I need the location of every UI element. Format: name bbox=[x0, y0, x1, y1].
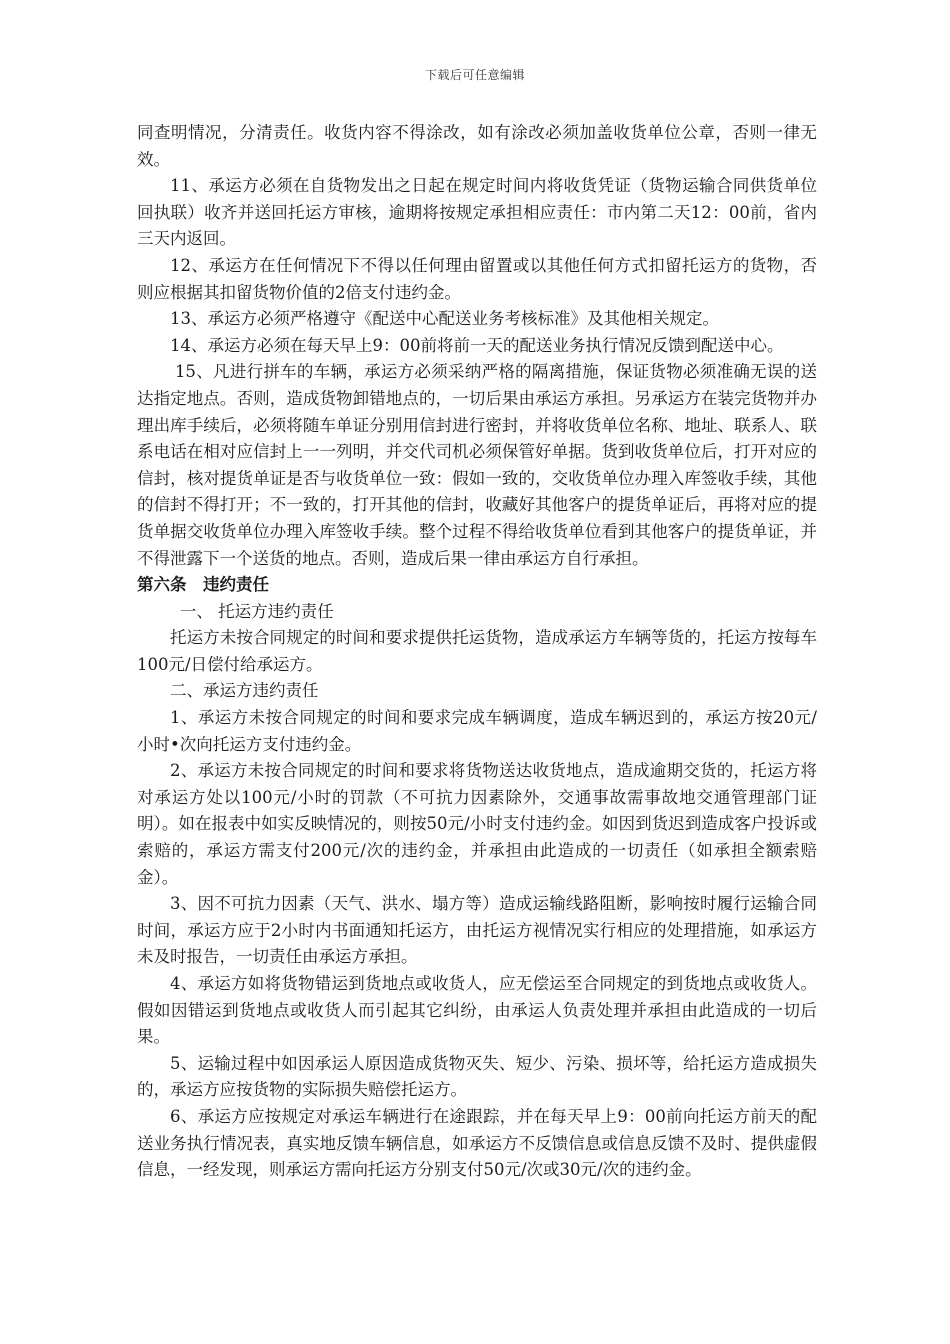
paragraph-clause-15: 15、凡进行拼车的车辆，承运方必须采纳严格的隔离措施，保证货物必须准确无误的送达指定地点。否则，造成货物卸错地点的，一切后果由承运方承担。另承运方在装完货物并办理出库手续后，必须将随车单证分别用信封进行密封，并将收货单位名称、地址、联系人、联系电话在相对应信封上一一列明，并交代司机必须保管好单据。货到收货单位后，打开对应的信封，核对提货单证是否与收货单位一致：假如一致的，交收货单位办理入库签收手续，其他的信封不得打开；不一致的，打开其他的信封，收藏好其他客户的提货单证后，再将对应的提货单据交收货单位办理入库签收手续。整个过程不得给收货单位看到其他客户的提货单证，并不得泄露下一个送货的地点。否则，造成后果一律由承运方自行承担。 bbox=[137, 362, 817, 568]
paragraph-consignor-liability: 托运方未按合同规定的时间和要求提供托运货物，造成承运方车辆等货的，托运方按每车100元/日偿付给承运方。 bbox=[137, 628, 817, 674]
paragraph-carrier-item-5: 5、运输过程中如因承运人原因造成货物灭失、短少、污染、损坏等，给托运方造成损失的，承运方应按货物的实际损失赔偿托运方。 bbox=[137, 1053, 817, 1100]
subheading-carrier-liability: 二、承运方违约责任 bbox=[170, 681, 319, 701]
paragraph-clause-14: 14、承运方必须在每天早上9：00前将前一天的配送业务执行情况反馈到配送中心。 bbox=[170, 335, 784, 355]
document-body bbox=[137, 120, 817, 1184]
page-header: 下载后可任意编辑 bbox=[424, 68, 525, 82]
paragraph-carrier-item-3: 3、因不可抗力因素（天气、洪水、塌方等）造成运输线路阻断，影响按时履行运输合同时间，承运方应于2小时内书面通知托运方，由托运方视情况实行相应的处理措施，如承运方未及时报告，一切责任由承运方承担。 bbox=[137, 894, 817, 967]
paragraph-clause-13: 13、承运方必须严格遵守《配送中心配送业务考核标准》及其他相关规定。 bbox=[170, 309, 719, 329]
paragraph-clause-11: 11、承运方必须在自货物发出之日起在规定时间内将收货凭证（货物运输合同供货单位回执联）收齐并送回托运方审核，逾期将按规定承担相应责任：市内第二天12：00前，省内三天内返回。 bbox=[137, 176, 817, 249]
paragraph-carrier-item-4: 4、承运方如将货物错运到货地点或收货人，应无偿运至合同规定的到货地点或收货人。假如因错运到货地点或收货人而引起其它纠纷，由承运人负责处理并承担由此造成的一切后果。 bbox=[137, 974, 817, 1047]
subheading-consignor-liability: 一、 托运方违约责任 bbox=[179, 601, 334, 621]
paragraph-carrier-item-6: 6、承运方应按规定对承运车辆进行在途跟踪，并在每天早上9：00前向托运方前天的配送业务执行情况表，真实地反馈车辆信息，如承运方不反馈信息或信息反馈不及时、提供虚假信息，一经发现，则承运方需向托运方分别支付50元/次或30元/次的违约金。 bbox=[137, 1106, 817, 1180]
paragraph-clause-12: 12、承运方在任何情况下不得以任何理由留置或以其他任何方式扣留托运方的货物，否则应根据其扣留货物价值的2倍支付违约金。 bbox=[137, 255, 817, 302]
paragraph-carrier-item-2: 2、承运方未按合同规定的时间和要求将货物送达收货地点，造成逾期交货的，托运方将对承运方处以100元/小时的罚款（不可抗力因素除外，交通事故需事故地交通管理部门证明）。如在报表中如实反映情况的，则按50元/小时支付违约金。如因到货迟到造成客户投诉或索赔的，承运方需支付200元/次的违约金，并承担由此造成的一切责任（如承担全额索赔金）。 bbox=[137, 761, 817, 887]
paragraph-continuation: 同查明情况，分清责任。收货内容不得涂改，如有涂改必须加盖收货单位公章，否则一律无效。 bbox=[137, 123, 817, 169]
section-heading-article-6: 第六条 违约责任 bbox=[137, 575, 269, 595]
paragraph-carrier-item-1: 1、承运方未按合同规定的时间和要求完成车辆调度，造成车辆迟到的，承运方按20元/小时•次向托运方支付违约金。 bbox=[137, 708, 817, 754]
